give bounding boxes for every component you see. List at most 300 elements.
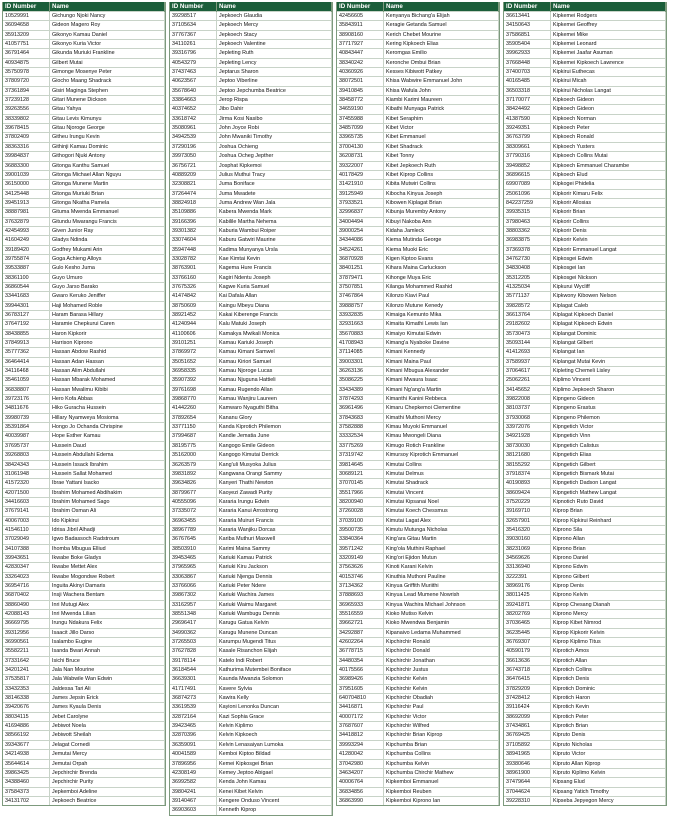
name-cell: Kalu Matuki Joseph xyxy=(217,320,332,329)
table-row xyxy=(337,367,499,376)
name-cell: John Mwaniki Timothy xyxy=(217,133,332,142)
table-row xyxy=(337,423,499,432)
name-cell: Kigen Kiptoo Evans xyxy=(384,254,499,263)
table-row xyxy=(337,30,499,39)
id-number-cell: 40623567 xyxy=(170,77,217,86)
table-row xyxy=(170,367,332,376)
name-cell: Kenei Kibet Kelvin xyxy=(217,787,332,796)
id-number-cell: 34921928 xyxy=(504,432,551,441)
id-number-cell: 35670883 xyxy=(337,329,384,338)
id-number-cell: 37319742 xyxy=(337,451,384,460)
id-number-cell: 40153746 xyxy=(337,572,384,581)
name-cell: Kariuki Kamau Patrick xyxy=(217,553,332,562)
table-row xyxy=(504,628,666,637)
table-row xyxy=(337,759,499,768)
id-number-cell: 38339802 xyxy=(3,114,50,123)
table-row xyxy=(337,666,499,675)
table-row xyxy=(3,628,165,637)
table-row xyxy=(3,320,165,329)
table-row xyxy=(170,806,332,815)
id-number-cell: 37239128 xyxy=(3,96,50,105)
table-row xyxy=(337,226,499,235)
id-number-cell: 37455988 xyxy=(337,114,384,123)
table-row xyxy=(504,367,666,376)
id-number-cell: 40190893 xyxy=(504,479,551,488)
name-cell: Kipkorir Emmanuel Langat xyxy=(551,245,666,254)
id-number-cell: 39249351 xyxy=(504,124,551,133)
table-row xyxy=(337,460,499,469)
id-number-cell: 31421910 xyxy=(337,180,384,189)
table-row xyxy=(3,282,165,291)
id-number-cell: 33766066 xyxy=(170,581,217,590)
name-cell: Jebet Carolyne xyxy=(50,712,165,721)
id-number-cell: 34480354 xyxy=(337,656,384,665)
name-cell: Jeptoo Viberline xyxy=(217,77,332,86)
name-cell: King'ola Muthini Raphael xyxy=(384,544,499,553)
name-cell: Haji Mohamed Roble xyxy=(50,301,165,310)
name-cell: King'ara Gitau Martin xyxy=(384,535,499,544)
table-row xyxy=(170,553,332,562)
id-number-cell: 40374652 xyxy=(170,105,217,114)
id-number-cell: 37994687 xyxy=(170,432,217,441)
name-cell: Kai Dafala Allan xyxy=(217,292,332,301)
name-cell: Kimutai Lagat Alex xyxy=(384,516,499,525)
name-cell: Keromgas Emilio xyxy=(384,49,499,58)
name-cell: Kipkoech Emmanuel Charambe xyxy=(551,161,666,170)
table-row xyxy=(337,750,499,759)
table-row xyxy=(3,451,165,460)
table-row xyxy=(170,787,332,796)
table-row xyxy=(3,787,165,796)
id-number-cell: 39867302 xyxy=(170,591,217,600)
table-row xyxy=(504,329,666,338)
id-number-cell: 37930068 xyxy=(504,413,551,422)
name-cell: Jirma Kosi Nasibo xyxy=(217,114,332,123)
table-row xyxy=(504,656,666,665)
name-cell: Kipkemei Jaafar Asuman xyxy=(551,49,666,58)
id-number-cell: 37467864 xyxy=(337,292,384,301)
table-row xyxy=(3,339,165,348)
id-number-cell: 37888693 xyxy=(337,591,384,600)
name-cell: Kakai Kiberenge Francis xyxy=(217,311,332,320)
table-row xyxy=(3,684,165,693)
name-cell: Kimani Mbugua Alexander xyxy=(384,367,499,376)
id-number-cell: 32308821 xyxy=(170,180,217,189)
id-number-cell: 37849913 xyxy=(3,339,50,348)
table-row xyxy=(337,189,499,198)
table-row xyxy=(504,152,666,161)
id-number-cell: 37582888 xyxy=(337,423,384,432)
table-row xyxy=(337,516,499,525)
table-row xyxy=(504,180,666,189)
table-row xyxy=(337,535,499,544)
table-row xyxy=(504,395,666,404)
list-column-2 xyxy=(169,2,333,816)
id-number-cell: 29182602 xyxy=(504,320,551,329)
table-row xyxy=(3,301,165,310)
table-row xyxy=(504,86,666,95)
table-row xyxy=(170,329,332,338)
table-row xyxy=(504,441,666,450)
name-cell: Gikunda Muriuki Frankline xyxy=(50,49,165,58)
id-number-cell: 36870402 xyxy=(3,591,50,600)
name-cell: Jala Nan Mourine xyxy=(50,666,165,675)
table-row xyxy=(504,236,666,245)
name-cell: Kipkemei Leonard xyxy=(551,40,666,49)
name-cell: Kipkemei Kipkoech Lawrence xyxy=(551,58,666,67)
id-number-cell: 30689121 xyxy=(337,469,384,478)
name-cell: Isalambo Eugine xyxy=(50,638,165,647)
name-cell: Kiplagat Kipkoech Daniel xyxy=(551,311,666,320)
name-cell: Gulo Kesho Juma xyxy=(50,264,165,273)
table-row xyxy=(3,133,165,142)
table-row xyxy=(337,610,499,619)
table-row xyxy=(337,124,499,133)
table-row xyxy=(337,68,499,77)
table-row xyxy=(337,105,499,114)
table-row xyxy=(170,572,332,581)
table-row xyxy=(3,516,165,525)
table-row xyxy=(504,208,666,217)
id-number-cell: 34524261 xyxy=(337,245,384,254)
table-header-row xyxy=(3,2,165,12)
id-number-cell: 36883300 xyxy=(3,161,50,170)
id-number-cell: 41387590 xyxy=(504,114,551,123)
id-number-cell: 39116424 xyxy=(504,703,551,712)
id-number-cell: 33618742 xyxy=(170,114,217,123)
table-row xyxy=(3,638,165,647)
id-number-cell: 33441683 xyxy=(3,292,50,301)
id-number-cell: 39678415 xyxy=(3,124,50,133)
name-cell: Kimani Maina Paul xyxy=(384,357,499,366)
table-row xyxy=(504,133,666,142)
table-row xyxy=(504,282,666,291)
id-number-cell: 35843911 xyxy=(337,21,384,30)
table-row xyxy=(3,479,165,488)
name-cell: Kibocha Kinyua Joseph xyxy=(384,189,499,198)
table-row xyxy=(337,282,499,291)
table-row xyxy=(170,628,332,637)
id-number-cell: 10529991 xyxy=(3,12,50,21)
table-row xyxy=(170,460,332,469)
id-number-cell: 35771137 xyxy=(504,292,551,301)
table-row xyxy=(337,553,499,562)
name-cell: Kimani Kennedy xyxy=(384,348,499,357)
id-number-cell: 36359091 xyxy=(170,740,217,749)
id-number-cell: 39662721 xyxy=(337,619,384,628)
id-number-cell: 40590179 xyxy=(504,647,551,656)
table-row xyxy=(170,441,332,450)
id-number-cell: 38763901 xyxy=(170,264,217,273)
id-number-cell: 37042980 xyxy=(337,759,384,768)
name-cell: Kibuyi Nakoba Ann xyxy=(384,217,499,226)
id-number-cell: 34634207 xyxy=(337,768,384,777)
name-cell: Jemutai Mercy xyxy=(50,750,165,759)
id-number-cell: 35947448 xyxy=(170,245,217,254)
id-number-cell: 36874273 xyxy=(170,694,217,703)
id-number-cell: 42602264 xyxy=(337,638,384,647)
name-cell: Kimutu Mutunga Nicholas xyxy=(384,525,499,534)
id-number-cell: 33619539 xyxy=(170,703,217,712)
table-row xyxy=(504,796,666,805)
id-number-cell: 37535817 xyxy=(3,675,50,684)
id-number-cell: 37335072 xyxy=(170,507,217,516)
table-row xyxy=(3,722,165,731)
name-cell: Kimaiyo Kimutai Edwin xyxy=(384,329,499,338)
table-row xyxy=(3,208,165,217)
id-number-cell: 36769307 xyxy=(504,638,551,647)
table-row xyxy=(170,516,332,525)
name-cell: Josphat Kipkemoi xyxy=(217,161,332,170)
table-row xyxy=(170,161,332,170)
id-number-cell: 39423465 xyxy=(170,722,217,731)
id-number-cell: 34150643 xyxy=(504,21,551,30)
name-cell: Kipkoech Yusters xyxy=(551,142,666,151)
name-cell: Kipchirchir Ronald xyxy=(384,638,499,647)
id-number-cell: 34811676 xyxy=(3,404,50,413)
id-number-cell: 34762730 xyxy=(504,254,551,263)
name-cell: Kimani Ng'ang'a Martin xyxy=(384,385,499,394)
name-cell: Gituma Mwenda Emmanuel xyxy=(50,208,165,217)
id-number-cell: 33972076 xyxy=(504,423,551,432)
table-row xyxy=(337,441,499,450)
name-cell: Kerich Chebet Mourine xyxy=(384,30,499,39)
id-number-cell: 36756721 xyxy=(170,161,217,170)
name-cell: Kipkurui Wycliff xyxy=(551,282,666,291)
name-cell: Kiplangat Dominic xyxy=(551,329,666,338)
name-cell: Kibet Victor xyxy=(384,124,499,133)
name-cell: Kiplagat Kipkoech Edwin xyxy=(551,320,666,329)
id-number-cell: 39453465 xyxy=(170,553,217,562)
table-row xyxy=(170,740,332,749)
id-number-cell: 36990561 xyxy=(3,638,50,647)
id-number-cell: 38195775 xyxy=(170,441,217,450)
name-cell: Kibita Mutwiri Collins xyxy=(384,180,499,189)
table-row xyxy=(504,469,666,478)
table-row xyxy=(3,497,165,506)
table-row xyxy=(504,58,666,67)
table-row xyxy=(170,703,332,712)
name-cell: Kipruto Nicholas xyxy=(551,740,666,749)
table-row xyxy=(337,787,499,796)
id-number-cell: 40889209 xyxy=(170,170,217,179)
id-number-cell: 33028782 xyxy=(170,254,217,263)
id-number-header: ID Number xyxy=(504,2,551,12)
table-row xyxy=(337,479,499,488)
id-number-cell: 32931663 xyxy=(337,320,384,329)
table-row xyxy=(337,451,499,460)
name-cell: Kiprop Kipkorir Kelvin xyxy=(551,628,666,637)
table-row xyxy=(170,535,332,544)
id-number-cell: 38609424 xyxy=(504,488,551,497)
id-number-cell: 34145652 xyxy=(504,385,551,394)
table-row xyxy=(504,638,666,647)
name-cell: Karimi Maina Sammy xyxy=(217,544,332,553)
table-row xyxy=(504,610,666,619)
table-row xyxy=(337,591,499,600)
name-cell: Kararia Wanjiku Dorcas xyxy=(217,525,332,534)
table-row xyxy=(337,778,499,787)
name-cell: Kipkemei Rodgers xyxy=(551,12,666,21)
table-row xyxy=(504,273,666,282)
id-number-cell: 3222391 xyxy=(504,572,551,581)
id-number-cell: 34388460 xyxy=(3,778,50,787)
id-number-cell: 39822008 xyxy=(504,395,551,404)
name-cell: Karumpu Mugendi Titus xyxy=(217,638,332,647)
id-number-cell: 35582211 xyxy=(3,647,50,656)
table-row xyxy=(504,787,666,796)
name-cell: Kiprono Sila xyxy=(551,525,666,534)
name-cell: Ihomba Mbugua Elliud xyxy=(50,544,165,553)
table-row xyxy=(337,198,499,207)
id-number-cell: 37036465 xyxy=(504,619,551,628)
id-number-cell: 38551348 xyxy=(170,610,217,619)
name-cell: Kipngetich Calistus xyxy=(551,441,666,450)
id-number-cell: 32996837 xyxy=(337,208,384,217)
name-cell: Harrison Kiprono xyxy=(50,339,165,348)
name-cell: Gitari Munene Dickson xyxy=(50,96,165,105)
name-cell: Kibunja Muremby Antony xyxy=(384,208,499,217)
id-number-cell: 39500735 xyxy=(337,525,384,534)
table-row xyxy=(170,311,332,320)
table-row xyxy=(170,208,332,217)
name-cell: Giocho Maang Shadrack xyxy=(50,77,165,86)
id-number-cell: 36094658 xyxy=(3,21,50,30)
name-cell: Kamau Njuguna Hattieli xyxy=(217,376,332,385)
name-cell: Kipngetich Gilbert xyxy=(551,460,666,469)
name-cell: Goga Achieng Alloys xyxy=(50,254,165,263)
id-number-cell: 39868770 xyxy=(170,395,217,404)
table-row xyxy=(3,675,165,684)
name-cell: Kengere Onduso Vincent xyxy=(217,796,332,805)
id-number-cell: 38340242 xyxy=(337,58,384,67)
id-number-cell: 35093144 xyxy=(504,339,551,348)
id-number-cell: 37260028 xyxy=(337,507,384,516)
id-number-cell: 36503318 xyxy=(504,86,551,95)
table-row xyxy=(170,152,332,161)
name-cell: Kararia Irungu Edwin xyxy=(217,497,332,506)
id-number-cell: 39804241 xyxy=(170,787,217,796)
id-number-cell: 37044624 xyxy=(504,787,551,796)
name-cell: Kimanthi Kanini Rebbeca xyxy=(384,395,499,404)
table-row xyxy=(504,254,666,263)
table-row xyxy=(337,404,499,413)
name-cell: Given Junior Ray xyxy=(50,226,165,235)
table-row xyxy=(170,638,332,647)
name-cell: Kathurima Mutembei Boniface xyxy=(217,666,332,675)
table-row xyxy=(170,282,332,291)
id-number-cell: 36208731 xyxy=(337,152,384,161)
name-cell: Kazi Sophia Grace xyxy=(217,712,332,721)
table-row xyxy=(170,591,332,600)
id-number-cell: 39169710 xyxy=(504,507,551,516)
id-number-cell: 40041589 xyxy=(170,750,217,759)
roster-table xyxy=(337,2,499,805)
name-cell: Kasale Risanchon Elijah xyxy=(217,647,332,656)
id-number-cell: 41604249 xyxy=(3,236,50,245)
id-number-cell: 39312956 xyxy=(3,628,50,637)
table-row xyxy=(3,385,165,394)
name-cell: Kaunda Mwanzia Solomon xyxy=(217,675,332,684)
table-row xyxy=(504,525,666,534)
id-number-cell: 34201241 xyxy=(3,666,50,675)
id-number-cell: 40178429 xyxy=(337,170,384,179)
id-number-cell: 37965965 xyxy=(170,563,217,572)
id-number-cell: 36476415 xyxy=(504,675,551,684)
id-number-cell: 39984837 xyxy=(3,152,50,161)
name-cell: Kipngetich Vinn xyxy=(551,432,666,441)
name-cell: Jepkoech Mercy xyxy=(217,21,332,30)
table-row xyxy=(3,348,165,357)
table-row xyxy=(337,152,499,161)
name-cell: Jepleting Lency xyxy=(217,58,332,67)
id-number-cell: 33136940 xyxy=(504,563,551,572)
name-cell: Gladys Ndinda xyxy=(50,236,165,245)
table-row xyxy=(504,30,666,39)
table-row xyxy=(170,339,332,348)
roster-table xyxy=(170,2,332,815)
table-row xyxy=(170,49,332,58)
table-row xyxy=(3,217,165,226)
table-row xyxy=(504,666,666,675)
table-row xyxy=(170,423,332,432)
name-cell: Kimutai Delmus xyxy=(384,469,499,478)
table-row xyxy=(504,703,666,712)
id-number-cell: 37331642 xyxy=(3,656,50,665)
name-cell: Gichungo Njoki Nancy xyxy=(50,12,165,21)
id-number-cell: 38011425 xyxy=(504,591,551,600)
name-cell: Ikwabe Mettet Alex xyxy=(50,563,165,572)
id-number-cell: 39380646 xyxy=(504,759,551,768)
table-row xyxy=(3,198,165,207)
id-number-cell: 34569626 xyxy=(504,553,551,562)
id-number-cell: 34107388 xyxy=(3,544,50,553)
table-row xyxy=(504,563,666,572)
table-row xyxy=(504,170,666,179)
table-row xyxy=(3,96,165,105)
id-number-cell: 36963455 xyxy=(170,516,217,525)
table-row xyxy=(170,170,332,179)
id-number-cell: 37980463 xyxy=(504,217,551,226)
id-number-cell: 36783127 xyxy=(3,311,50,320)
name-cell: Keronche Ombui Brian xyxy=(384,58,499,67)
name-cell: Kipkoech Gideon xyxy=(551,105,666,114)
table-row xyxy=(170,778,332,787)
name-cell: Ibrahim Mohamed Abdihakim xyxy=(50,488,165,497)
id-number-cell: 42308149 xyxy=(170,768,217,777)
table-row xyxy=(3,58,165,67)
name-cell: Kipkosgei Edwin xyxy=(551,254,666,263)
table-row xyxy=(3,114,165,123)
name-cell: Haram Barasa Hillary xyxy=(50,311,165,320)
name-cell: Haron Kipkorir xyxy=(50,329,165,338)
id-number-cell: 640704810 xyxy=(337,694,384,703)
table-row xyxy=(170,404,332,413)
name-cell: Julius Muthui Tracy xyxy=(217,170,332,179)
id-number-cell: 40360926 xyxy=(337,68,384,77)
id-number-cell: 39888757 xyxy=(337,301,384,310)
name-cell: Kibet Kiprop Collins xyxy=(384,170,499,179)
table-row xyxy=(337,572,499,581)
name-cell: Kiprop Brian xyxy=(551,507,666,516)
name-cell: Kiprono Brian xyxy=(551,544,666,553)
id-number-cell: 36763799 xyxy=(504,133,551,142)
name-cell: Kimutai Shadrack xyxy=(384,479,499,488)
id-number-cell: 35516559 xyxy=(337,610,384,619)
table-row xyxy=(504,320,666,329)
table-row xyxy=(170,245,332,254)
table-row xyxy=(170,217,332,226)
